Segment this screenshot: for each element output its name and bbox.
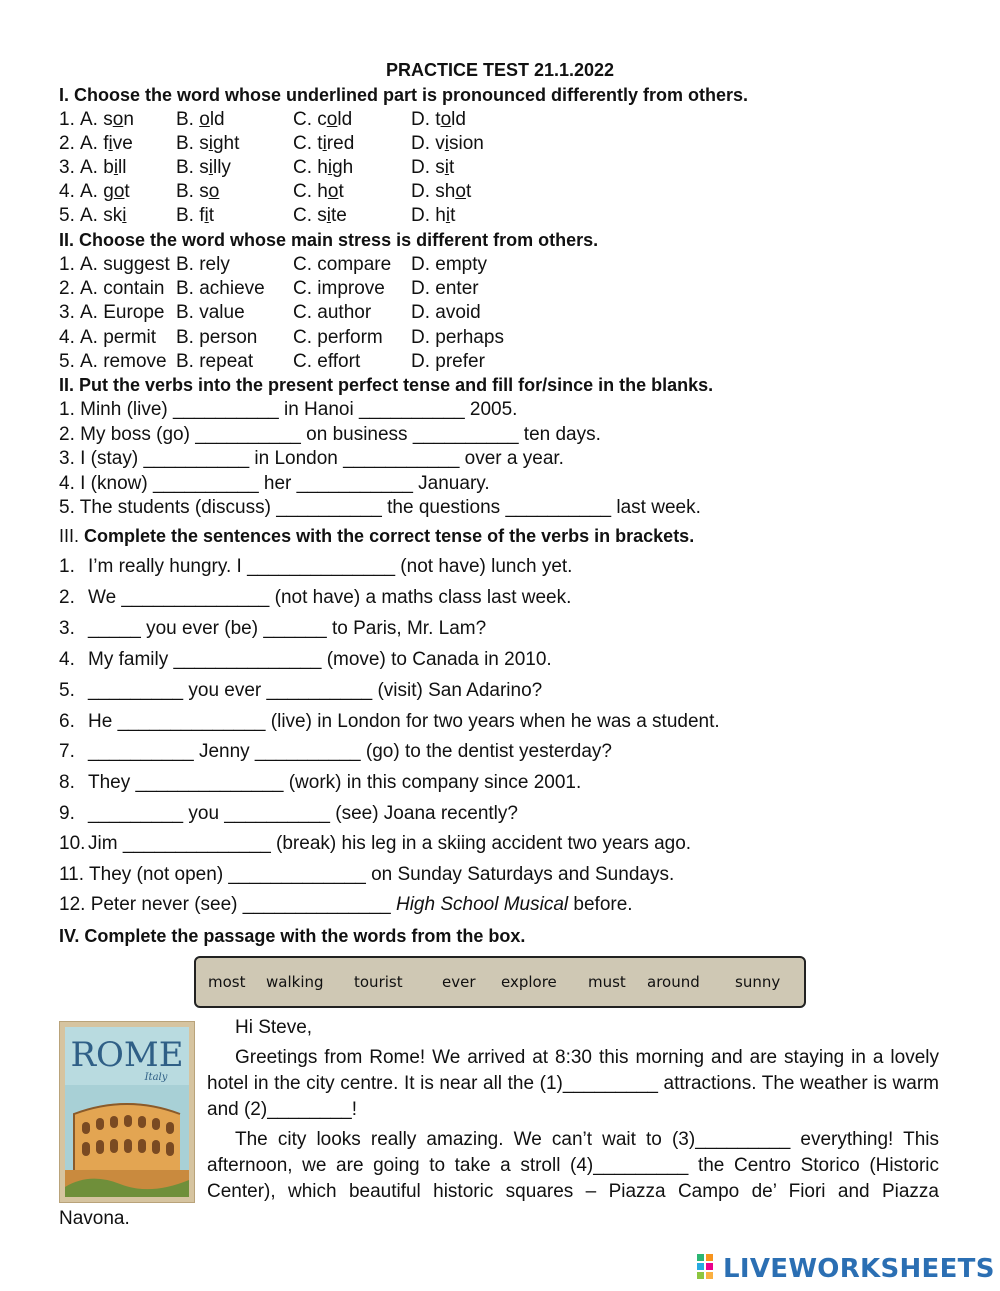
section1-option-c: [293, 133, 354, 155]
option-text: C. h: [293, 181, 328, 202]
section2-option-d: D. avoid: [411, 302, 481, 323]
section2-option-b: B. rely: [176, 254, 230, 275]
line-number: 3.: [59, 618, 75, 639]
underlined-letter: i: [204, 205, 209, 226]
option-text: A. sk: [80, 205, 123, 226]
underlined-letter: i: [327, 157, 333, 178]
section2-option-b: B. value: [176, 302, 245, 323]
word-box-item: must: [588, 973, 626, 991]
section1-option-d: [411, 157, 454, 179]
section4-heading: III. Complete the sentences with the correct tense of the verbs in brackets.: [59, 526, 695, 546]
underlined-letter: o: [326, 109, 338, 130]
line-number: 4.: [59, 649, 75, 670]
section2-option-a: A. remove: [80, 351, 167, 372]
line-text: We ______________ (not have) a maths class last week.: [88, 587, 572, 608]
section2-option-b: B. achieve: [176, 278, 265, 299]
section1-option-a: [80, 133, 133, 155]
option-text: A. b: [80, 157, 114, 178]
underlined-letter: o: [199, 109, 210, 130]
section2-option-d: D. perhaps: [411, 327, 504, 348]
option-text: C. c: [293, 109, 327, 130]
section2-option-d: D. enter: [411, 278, 479, 299]
option-text: A. f: [80, 133, 109, 154]
option-text: B. s: [176, 181, 209, 202]
letter-para2-line4: Navona.: [59, 1208, 130, 1229]
line-text: __________ Jenny __________ (go) to the dentist yesterday?: [88, 741, 612, 762]
section3-line: 1. Minh (live) __________ in Hanoi __________ 2005.: [59, 399, 518, 420]
option-text: B. s: [176, 133, 209, 154]
option-text: t: [338, 181, 344, 202]
section1-option-d: [411, 109, 466, 131]
option-text: t: [208, 205, 215, 226]
word-box-item: tourist: [354, 973, 403, 991]
underlined-letter: i: [208, 157, 213, 178]
line-text: I’m really hungry. I ______________ (not have) lunch yet.: [88, 556, 573, 577]
option-text: B. s: [176, 157, 209, 178]
section3-line: 5. The students (discuss) __________ the questions __________ last week.: [59, 497, 701, 518]
line-text: They ______________ (work) in this company since 2001.: [88, 772, 582, 793]
option-text: C. s: [293, 205, 327, 226]
section2-row-number: 5.: [59, 351, 75, 372]
section2-option-b: B. person: [176, 327, 258, 348]
logo-text: LIVEWORKSHEETS: [723, 1254, 995, 1284]
underlined-letter: i: [322, 133, 327, 154]
letter-greeting: Hi Steve,: [235, 1017, 313, 1038]
rome-poster-image: [59, 1021, 195, 1203]
option-text: D. t: [411, 109, 441, 130]
letter-para1-line3: and (2)________!: [207, 1099, 358, 1120]
option-text: ld: [451, 109, 466, 130]
section1-option-b: [176, 133, 239, 155]
option-text: ve: [112, 133, 133, 154]
word-box-item: walking: [266, 973, 324, 991]
underlined-letter: i: [122, 205, 127, 226]
option-text: ght: [212, 133, 240, 154]
word-box-item: ever: [442, 973, 476, 991]
line-number: 9.: [59, 803, 75, 824]
option-text: A. s: [80, 109, 113, 130]
line-text: They (not open) _____________ on Sunday Saturdays and Sundays.: [89, 864, 675, 885]
option-text: t: [449, 157, 455, 178]
option-text: ll: [118, 157, 127, 178]
line-number: 5.: [59, 680, 75, 701]
section1-option-b: [176, 181, 219, 203]
line-number: 10.: [59, 833, 86, 854]
line-number: 7.: [59, 741, 75, 762]
section4-line: [59, 864, 674, 886]
section5-heading: IV. Complete the passage with the words from the box.: [59, 926, 526, 946]
section4-line: [59, 711, 720, 733]
letter-para1-line2: hotel in the city centre. It is near all the (1)_________ attractions. The weather is warm: [207, 1073, 939, 1094]
section1-option-c: [293, 205, 347, 227]
section2-option-a: A. permit: [80, 327, 157, 348]
section2-option-a: A. suggest: [80, 254, 170, 275]
underlined-letter: i: [444, 133, 450, 154]
word-box-item: around: [647, 973, 700, 991]
word-box-item: explore: [501, 973, 557, 991]
section4-line: [59, 556, 572, 578]
section1-option-d: [411, 181, 471, 203]
section1-row-number: 4.: [59, 181, 75, 202]
underlined-letter: i: [444, 157, 450, 178]
section2-option-b: B. repeat: [176, 351, 254, 372]
line-number: 1.: [59, 556, 75, 577]
section4-line: [59, 803, 518, 825]
section4-line: [59, 618, 486, 640]
section2-option-c: C. compare: [293, 254, 392, 275]
line-number: 11.: [59, 864, 85, 885]
option-text: D. h: [411, 205, 446, 226]
underlined-letter: o: [455, 181, 466, 202]
underlined-letter: i: [326, 205, 332, 226]
option-text: D. sh: [411, 181, 456, 202]
line-number: 2.: [59, 587, 75, 608]
option-text: B.: [176, 109, 200, 130]
letter-para2-line1: The city looks really amazing. We can’t wait to (3)_________ everything! This: [235, 1129, 939, 1150]
section2-row-number: 4.: [59, 327, 75, 348]
section4-line: [59, 649, 552, 671]
letter-para2-line3: Center), which beautiful historic squares – Piazza Campo de’ Fiori and Piazza: [207, 1181, 939, 1202]
section2-option-c: C. improve: [293, 278, 385, 299]
underlined-letter: o: [208, 181, 220, 202]
underlined-letter: o: [440, 109, 452, 130]
section1-row-number: 1.: [59, 109, 75, 130]
section2-option-c: C. perform: [293, 327, 383, 348]
section1-option-b: [176, 157, 231, 179]
section1-option-c: [293, 181, 344, 203]
option-text: ld: [337, 109, 353, 130]
section1-row-number: 5.: [59, 205, 75, 226]
letter-para2-line2: afternoon, we are going to take a stroll (4)_________ the Centro Storico (Historic: [207, 1155, 939, 1176]
poster-subtitle: Italy: [144, 1072, 168, 1083]
option-text: A. g: [80, 181, 114, 202]
word-box-item: sunny: [735, 973, 781, 991]
option-text: ld: [209, 109, 225, 130]
section2-option-a: A. contain: [80, 278, 165, 299]
option-text: gh: [332, 157, 354, 178]
section4-line: [59, 741, 612, 763]
section1-option-a: [80, 181, 130, 203]
option-text: red: [326, 133, 355, 154]
section1-row-number: 2.: [59, 133, 75, 154]
section4-line: [59, 587, 571, 609]
option-text: lly: [212, 157, 231, 178]
section2-option-c: C. author: [293, 302, 372, 323]
line-text: He ______________ (live) in London for two years when he was a student.: [88, 711, 720, 732]
section3-heading: II. Put the verbs into the present perfect tense and fill for/since in the blanks.: [59, 375, 714, 395]
section1-option-b: [176, 205, 214, 227]
underlined-letter: i: [445, 205, 451, 226]
section1-option-b: [176, 109, 225, 131]
section2-option-d: D. prefer: [411, 351, 485, 372]
line-text: _________ you __________ (see) Joana recently?: [88, 803, 518, 824]
line-text: _________ you ever __________ (visit) San Adarino?: [88, 680, 543, 701]
section2-row-number: 2.: [59, 278, 75, 299]
section1-option-a: [80, 205, 126, 227]
option-text: C. t: [293, 133, 323, 154]
page-title: PRACTICE TEST 21.1.2022: [385, 60, 615, 80]
poster-title: ROME: [70, 1035, 184, 1075]
option-text: t: [450, 205, 456, 226]
underlined-letter: o: [327, 181, 339, 202]
option-text: sion: [449, 133, 484, 154]
section3-line: 3. I (stay) __________ in London ___________ over a year.: [59, 448, 564, 469]
option-text: te: [331, 205, 347, 226]
section4-line-12: 12. Peter never (see) ______________ High School Musical before.: [59, 894, 633, 915]
underlined-letter: o: [112, 109, 124, 130]
section2-option-a: A. Europe: [80, 302, 165, 323]
section1-option-c: [293, 157, 353, 179]
underlined-letter: i: [113, 157, 119, 178]
section1-option-d: [411, 205, 455, 227]
line-text: My family ______________ (move) to Canada in 2010.: [88, 649, 552, 670]
line-text: _____ you ever (be) ______ to Paris, Mr. Lam?: [88, 618, 487, 639]
rome-poster-illustration: [60, 1022, 194, 1202]
section4-line: [59, 680, 542, 702]
line-number: 8.: [59, 772, 75, 793]
word-box-item: most: [208, 973, 246, 991]
letter-para1-line1: Greetings from Rome! We arrived at 8:30 this morning and are staying in a lovely: [235, 1047, 939, 1068]
liveworksheets-icon: [697, 1254, 723, 1280]
liveworksheets-logo: [697, 1254, 995, 1284]
section3-line: 2. My boss (go) __________ on business __________ ten days.: [59, 424, 601, 445]
option-text: B. f: [176, 205, 205, 226]
section1-row-number: 3.: [59, 157, 75, 178]
line-number: 6.: [59, 711, 75, 732]
option-text: D. s: [411, 157, 445, 178]
option-text: C. h: [293, 157, 328, 178]
option-text: n: [123, 109, 134, 130]
section1-option-a: [80, 109, 134, 131]
section2-heading: II. Choose the word whose main stress is different from others.: [59, 230, 599, 250]
section4-line: [59, 833, 691, 855]
section3-line: 4. I (know) __________ her ___________ January.: [59, 473, 490, 494]
section2-row-number: 3.: [59, 302, 75, 323]
section2-row-number: 1.: [59, 254, 75, 275]
section1-option-c: [293, 109, 352, 131]
section4-line: [59, 772, 581, 794]
option-text: D. v: [411, 133, 445, 154]
underlined-letter: i: [108, 133, 113, 154]
section1-heading: I. Choose the word whose underlined part is pronounced differently from others.: [59, 85, 749, 105]
section1-option-d: [411, 133, 484, 155]
underlined-letter: i: [208, 133, 213, 154]
option-text: t: [124, 181, 130, 202]
section2-option-d: D. empty: [411, 254, 488, 275]
word-box: [194, 956, 806, 1008]
underlined-letter: o: [113, 181, 125, 202]
line-text: Jim ______________ (break) his leg in a skiing accident two years ago.: [88, 833, 692, 854]
section1-option-a: [80, 157, 127, 179]
section2-option-c: C. effort: [293, 351, 361, 372]
option-text: t: [465, 181, 472, 202]
